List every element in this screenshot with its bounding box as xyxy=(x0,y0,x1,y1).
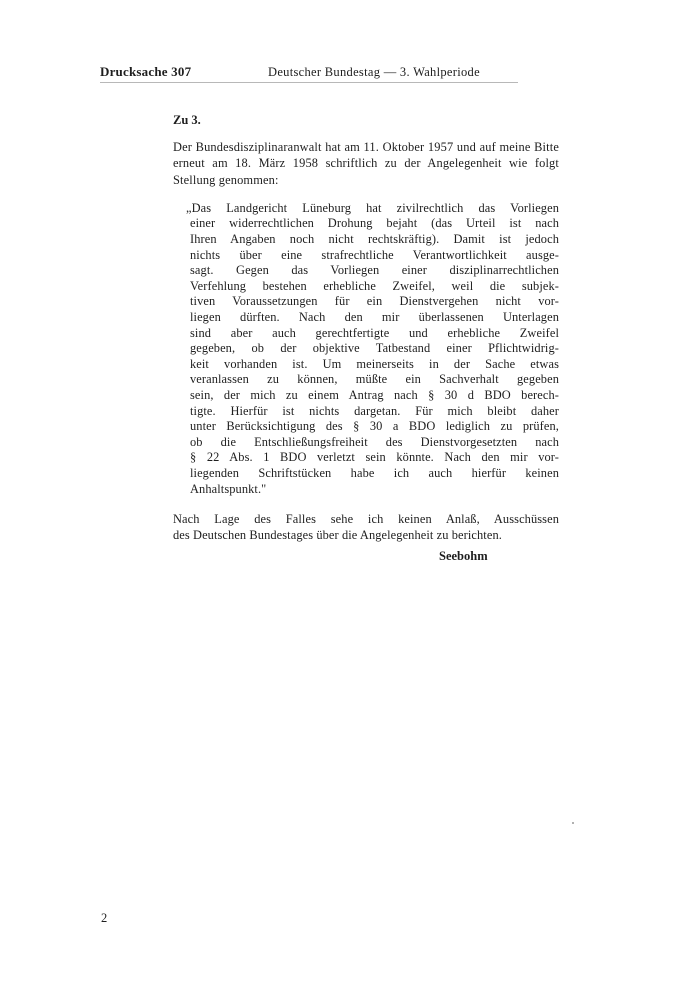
header-rule xyxy=(100,82,518,83)
closing-line: des Deutschen Bundestages über die Angelegenheit zu berichten. xyxy=(173,528,502,543)
intro-line: Der Bundesdisziplinaranwalt hat am 11. Oktober 1957 und xyxy=(173,140,476,154)
quote-line: sagt. Gegen das Vorliegen einer disziplinarrechtlichen xyxy=(190,263,559,278)
quote-line: einer widerrechtlichen Drohung bejaht (das Urteil ist nach xyxy=(190,216,559,231)
header-title: Deutscher Bundestag — 3. Wahlperiode xyxy=(268,65,480,79)
quote-line: Ihren Angaben noch nicht rechtskräftig). Damit ist jedoch xyxy=(190,232,559,247)
quote-line: Anhaltspunkt." xyxy=(190,481,267,496)
quote-line: nichts über eine strafrechtliche Verantwortlichkeit ausge- xyxy=(190,247,559,262)
quote-line: liegen dürften. Nach den mir überlassenen Unterlagen xyxy=(190,310,559,325)
scan-speck xyxy=(572,822,574,824)
page-header xyxy=(100,64,518,86)
letter-body xyxy=(173,113,559,543)
quote-line: ob die Entschließungsfreiheit des Dienstvorgesetzten nach xyxy=(190,434,559,449)
quote-line: § 22 Abs. 1 BDO verletzt sein könnte. Nach den mir vor- xyxy=(190,450,559,465)
quote-line: tigte. Hierfür ist nichts dargetan. Für mich bleibt daher xyxy=(190,403,559,418)
quote-line: Verfehlung bestehen erhebliche Zweifel, weil die subjek- xyxy=(190,278,559,293)
page-number: 2 xyxy=(101,911,108,925)
quote-line: sein, der mich zu einem Antrag nach § 30 d BDO berech- xyxy=(190,388,559,403)
section-heading: Zu 3. xyxy=(173,113,201,127)
quote-line: tiven Voraussetzungen für ein Dienstvergehen nicht vor- xyxy=(190,294,559,309)
document-number: 307 xyxy=(171,64,192,79)
intro-line: auf meine Bitte erneut am 18. März 1958 schriftlich zu der xyxy=(173,140,559,171)
quote-line: keit vorhanden ist. Um meinerseits in der Sache etwas xyxy=(190,356,559,371)
quote-line: veranlassen zu können, müßte ein Sachverhalt gegeben xyxy=(190,372,559,387)
document-label xyxy=(100,64,191,80)
quote-line: „Das Landgericht Lüneburg hat zivilrechtlich das Vorliegen xyxy=(186,200,559,215)
quote-line: gegeben, ob der objektive Tatbestand einer Pflichtwidrig- xyxy=(190,341,559,356)
document-label-text: Drucksache xyxy=(100,64,168,79)
closing-line: Nach Lage des Falles sehe ich keinen Anlaß, Ausschüssen xyxy=(173,512,559,527)
quote-line: sind aber auch gerechtfertigte und erhebliche Zweifel xyxy=(190,325,559,340)
quote-line: unter Berücksichtigung des § 30 a BDO lediglich zu prüfen, xyxy=(190,419,559,434)
closing-paragraph xyxy=(173,511,559,543)
intro-line: Angelegenheit wie folgt Stellung genommen: xyxy=(173,156,559,187)
signature: Seebohm xyxy=(439,549,488,563)
quoted-statement xyxy=(186,201,559,497)
intro-paragraph xyxy=(173,139,559,188)
quote-line: liegenden Schriftstücken habe ich auch hierfür keinen xyxy=(190,465,559,480)
